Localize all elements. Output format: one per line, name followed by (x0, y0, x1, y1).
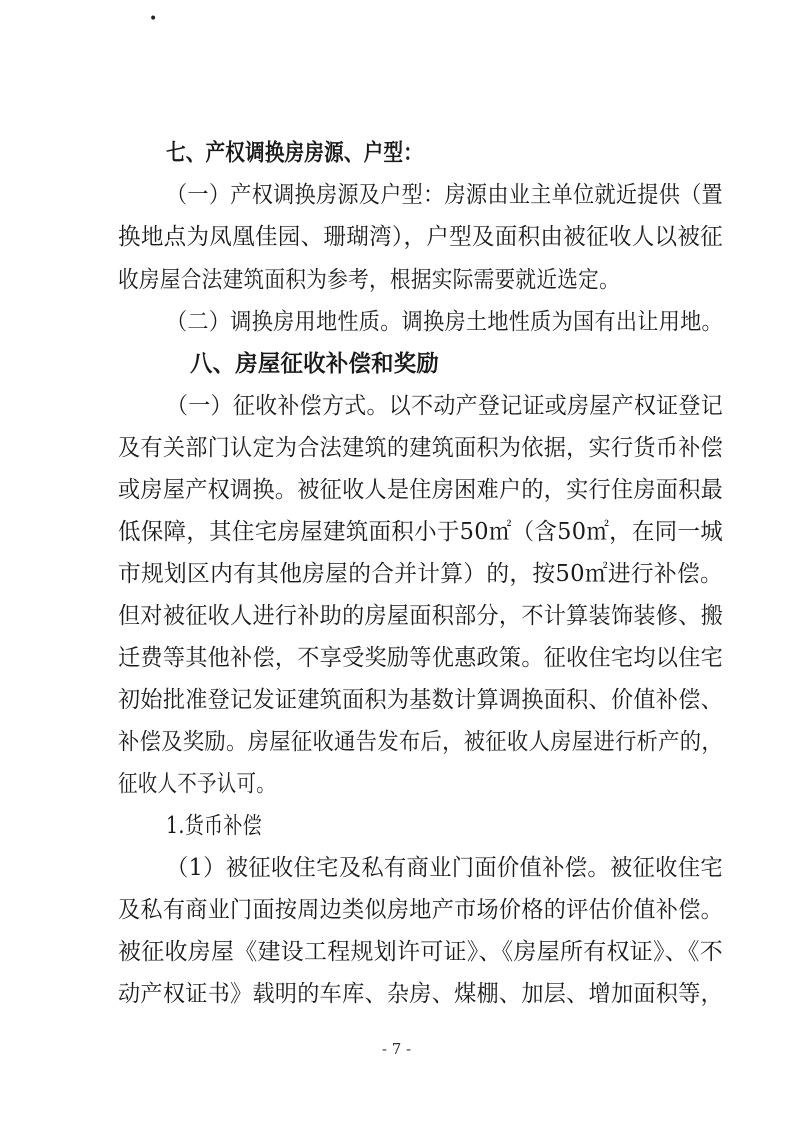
paragraph-line: 动产权证书》载明的车库、杂房、煤棚、加层、增加面积等， (118, 981, 724, 1007)
paragraph-line: 补偿及奖励。房屋征收通告发布后，被征收人房屋进行析产的， (118, 729, 723, 755)
paragraph-line: 及有关部门认定为合法建筑的建筑面积为依据，实行货币补偿 (118, 435, 724, 461)
scan-mark: • (149, 11, 158, 27)
paragraph-line: （一）征收补偿方式。以不动产登记证或房屋产权证登记 (166, 393, 723, 419)
section-heading: 七、产权调换房房源、户型： (166, 140, 423, 166)
paragraph-line: 低保障，其住宅房屋建筑面积小于50㎡（含50㎡，在同一城 (118, 519, 724, 545)
paragraph-line: （二）调换房用地性质。调换房土地性质为国有出让用地。 (166, 309, 723, 335)
paragraph-line: （1）被征收住宅及私有商业门面价值补偿。被征收住宅 (166, 855, 723, 881)
paragraph-line: （一）产权调换房源及户型：房源由业主单位就近提供（置 (166, 182, 723, 208)
paragraph-line: 或房屋产权调换。被征收人是住房困难户的，实行住房面积最 (118, 477, 724, 503)
paragraph-line: 被征收房屋《建设工程规划许可证》、《房屋所有权证》、《不 (118, 939, 724, 965)
paragraph-line: 1.货币补偿 (166, 813, 263, 839)
paragraph-line: 初始批准登记发证建筑面积为基数计算调换面积、价值补偿、 (118, 687, 724, 713)
paragraph-line: 收房屋合法建筑面积为参考，根据实际需要就近选定。 (118, 267, 620, 293)
paragraph-line: 市规划区内有其他房屋的合并计算）的，按50㎡进行补偿。 (118, 561, 724, 587)
paragraph-line: 换地点为凤凰佳园、珊瑚湾），户型及面积由被征收人以被征 (118, 224, 724, 250)
paragraph-line: 及私有商业门面按周边类似房地产市场价格的评估价值补偿。 (118, 897, 724, 923)
page-number: - 7 - (381, 1040, 412, 1058)
paragraph-line: 迁费等其他补偿，不享受奖励等优惠政策。征收住宅均以住宅 (118, 645, 724, 671)
paragraph-line: 征收人不予认可。 (118, 771, 276, 797)
section-heading: 八、房屋征收补偿和奖励 (190, 351, 440, 377)
paragraph-line: 但对被征收人进行补助的房屋面积部分，不计算装饰装修、搬 (118, 603, 724, 629)
